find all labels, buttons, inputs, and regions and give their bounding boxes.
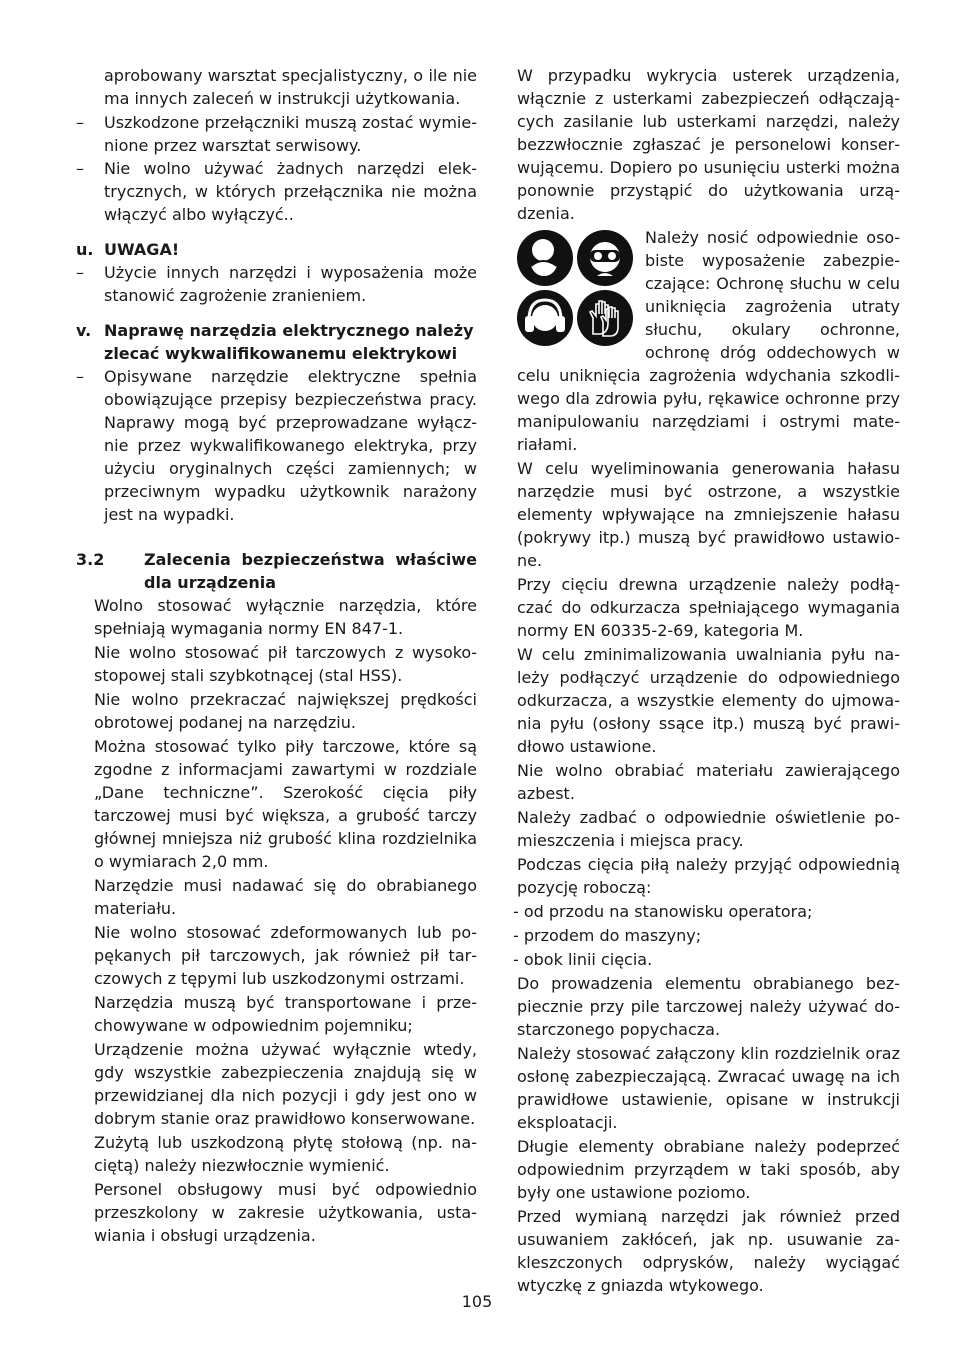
list-item: - od przodu na stanowisku operatora; [513, 902, 813, 921]
safety-goggles-icon [577, 230, 633, 286]
heading-v: v. Naprawę narzędzia elektrycznego należy zlecać wykwalifikowanemu elektrykowi [76, 321, 474, 363]
section-heading: 3.2 Zalecenia bezpieczeństwa właściwe dla urządzenia [76, 550, 477, 592]
ear-protection-icon [517, 290, 573, 346]
paragraph: Podczas cięcia piłą należy przyjąć odpowiednią pozycję roboczą: [517, 855, 900, 897]
list-item: - obok linii cięcia. [513, 950, 653, 969]
paragraph: Nie wolno stosować pił tarczowych z wysokostopowej stali szybkotnącej (stal HSS). [94, 643, 477, 685]
paragraph: Personel obsługowy musi być odpowiednio przeszkolony w zakresie użytkowania, ustawiania i obsługi urządzenia. [94, 1180, 477, 1245]
paragraph: Należy zadbać o odpowiednie oświetlenie pomieszczenia i miejsca pracy. [517, 808, 900, 850]
paragraph: Urządzenie można używać wyłącznie wtedy, gdy wszystkie zabezpieczenia znajdują się w przewidzianej dla nich pozycji i gdy jest ono w dobrym stanie oraz prawidłowo konserwowane. [94, 1040, 477, 1128]
paragraph: W celu zminimalizowania uwalniania pyłu należy podłączyć urządzenie do odpowiedniego odkurzacza, a wszystkie elementy do ujmowania pyłu (osłony ssące itp.) muszą być prawidłowo ustawione. [517, 645, 900, 756]
gloves-icon [577, 290, 633, 346]
dash-item: – Nie wolno używać żadnych narzędzi elektrycznych, w których przełącznika nie można włączyć albo wyłączyć.. [76, 159, 477, 224]
paragraph: Nie wolno stosować zdeformowanych lub popękanych pił tarczowych, jak również pił tarczowych z tępymi lub uszkodzonymi ostrzami. [94, 923, 477, 988]
dash-item: – Uszkodzone przełączniki muszą zostać wymienione przez warsztat serwisowy. [76, 113, 477, 155]
paragraph: W celu wyeliminowania generowania hałasu narzędzie musi być ostrzone, a wszystkie elementy wpływające na zmniejszenie hałasu (pokrywy itp.) muszą być prawidłowo ustawione. [517, 459, 900, 570]
left-column [76, 64, 477, 1248]
paragraph: Wolno stosować wyłącznie narzędzia, które spełniają wymagania normy EN 847-1. [94, 596, 477, 638]
paragraph: Należy nosić odpowiednie osobiste wyposażenie zabezpieczające: Ochronę słuchu w celu uniknięcia zagrożenia utraty słuchu, okulary ochronne, ochronę dróg oddechowych w celu uniknięcia zagrożenia wdychania szkodliwego dla zdrowia pyłu, rękawice ochronne przy manipulowaniu narzędziami i ostrymi materiałami. [517, 228, 900, 454]
paragraph: Można stosować tylko piły tarczowe, które są zgodne z informacjami zawartymi w rozdziale „Dane techniczne”. Szerokość cięcia piły tarczowej musi być większa, a grubość tarczy głównej mniejsza niż grubość klina rozdzielnika o wymiarach 2,0 mm. [94, 737, 477, 871]
paragraph: Przy cięciu drewna urządzenie należy podłączać do odkurzacza spełniającego wymagania normy EN 60335-2-69, kategoria M. [517, 575, 900, 640]
heading-u: u. UWAGA! [76, 240, 180, 259]
dash-item: – Użycie innych narzędzi i wyposażenia może stanowić zagrożenie zranieniem. [76, 263, 477, 305]
paragraph: Nie wolno przekraczać największej prędkości obrotowej podanej na narzędziu. [94, 690, 477, 732]
paragraph: Narzędzie musi nadawać się do obrabianego materiału. [94, 876, 477, 918]
page-number: 105 [461, 1292, 493, 1311]
right-column [513, 64, 900, 1298]
paragraph: Do prowadzenia elementu obrabianego bezpiecznie przy pile tarczowej należy używać dostarczonego popychacza. [517, 974, 900, 1039]
list-item: - przodem do maszyny; [513, 926, 702, 945]
dust-mask-icon [517, 230, 573, 286]
paragraph: W przypadku wykrycia usterek urządzenia, włącznie z usterkami zabezpieczeń odłączających zasilanie lub usterkami narzędzi, należy bezzwłocznie zgłaszać je personelowi konserwującemu. Dopiero po usunięciu usterki można ponownie przystąpić do użytkowania urządzenia. [517, 66, 900, 223]
ppe-icons [517, 230, 639, 350]
paragraph: Nie wolno obrabiać materiału zawierającego azbest. [517, 761, 900, 803]
paragraph: Długie elementy obrabiane należy podeprzeć odpowiednim przyrządem w taki sposób, aby były one ustawione poziomo. [517, 1137, 900, 1202]
paragraph: Narzędzia muszą być transportowane i przechowywane w odpowiednim pojemniku; [94, 993, 477, 1035]
paragraph: Należy stosować załączony klin rozdzielnik oraz osłonę zabezpieczającą. Zwracać uwagę na ich prawidłowe ustawienie, opisane w instrukcji eksploatacji. [517, 1044, 900, 1132]
dash-item: – Opisywane narzędzie elektryczne spełnia obowiązujące przepisy bezpieczeństwa pracy. Naprawy mogą być przeprowadzane wyłącznie przez wykwalifikowanego elektryka, przy użyciu oryginalnych części zamiennych; w przeciwnym wypadku użytkownik narażony jest na wypadki. [76, 367, 477, 524]
paragraph: Przed wymianą narzędzi jak również przed usuwaniem zakłóceń, jak np. usuwanie zakleszczonych odprysków, należy wyciągać wtyczkę z gniazda wtykowego. [517, 1207, 900, 1295]
paragraph: aprobowany warsztat specjalistyczny, o ile nie ma innych zaleceń w instrukcji użytkowania. [104, 66, 477, 108]
paragraph: Zużytą lub uszkodzoną płytę stołową (np. naciętą) należy niezwłocznie wymienić. [94, 1133, 477, 1175]
